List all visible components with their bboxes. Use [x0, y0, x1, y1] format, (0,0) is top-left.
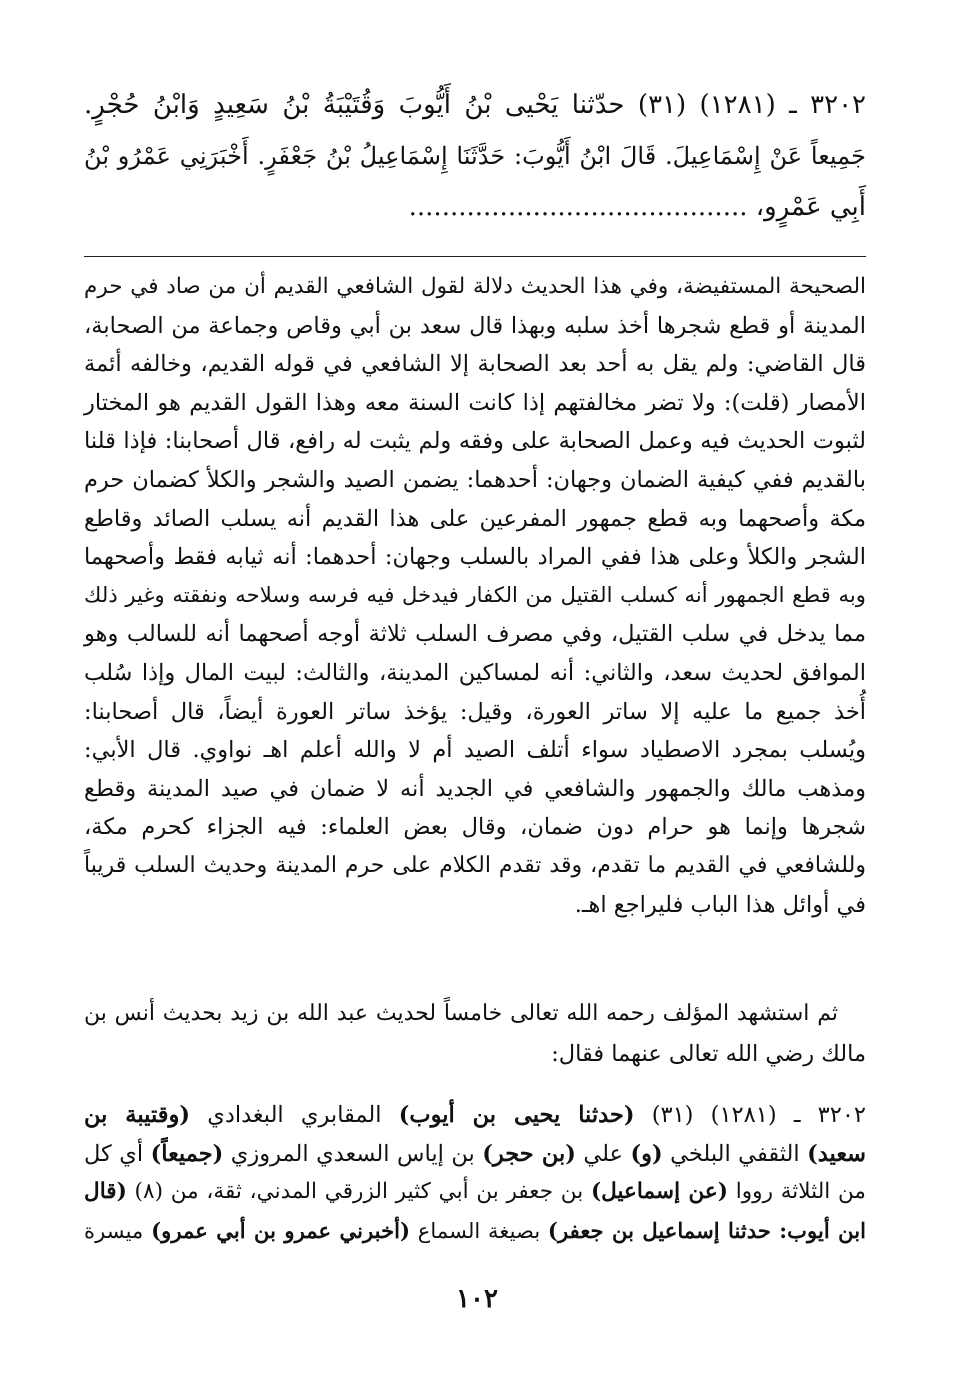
commentary-line: الشجر والكلأ وعلى هذا ففي المراد بالسلب وجهان: أحدهما: أنه ثيابه فقط وأصحهما [84, 544, 866, 571]
isnad-line [84, 1096, 866, 1135]
commentary-line: الصحيحة المستفيضة، وفي هذا الحديث دلالة لقول الشافعي القديم أن من صاد في حرم [84, 274, 866, 299]
hadith-line: جَمِيعاً عَنْ إِسْمَاعِيلَ. قَالَ ابْنُ أَيُّوبَ: حَدَّثَنَا إِسْمَاعِيلُ بْنُ جَعْفَرٍ. أَخْبَرَنِي عَمْرُو بْنُ [84, 142, 866, 170]
intro-line: مالك رضي الله تعالى عنهما فقال: [551, 1041, 866, 1067]
page-number: ١٠٢ [456, 1284, 498, 1314]
isnad-text: بن إياس السعدي المروزي [223, 1140, 483, 1167]
isnad-bold: (قال [84, 1179, 127, 1205]
isnad-bold: (و) [630, 1140, 663, 1167]
commentary-line: شجرها وإنما هو حرام دون ضمان، وقال بعض العلماء: فيه الجزاء كحرم مكة، [84, 814, 866, 841]
commentary-text [84, 268, 866, 924]
isnad-bold: (حدثنا يحيى بن أيوب) [398, 1102, 635, 1128]
isnad-bold: (أخبرني عمرو بن أبي عمرو) [151, 1217, 411, 1243]
commentary-line: بالقديم ففي كيفية الضمان وجهان: أحدهما: يضمن الصيد والشجر والكلأ كضمان حرم [84, 466, 866, 493]
commentary-line: لثبوت الحديث فيه وعمل الصحابة على وفقه ولم يثبت له رافع، قال أصحابنا: فإذا قلنا [84, 428, 866, 455]
commentary-line: في أوائل هذا الباب فليراجع اهـ. [574, 891, 866, 918]
commentary-line: ويُسلب بمجرد الاصطياد سواء أتلف الصيد أم لا والله أعلم اهـ نواوي. قال الأبي: [84, 737, 866, 764]
isnad-text: ميسرة [84, 1217, 152, 1243]
hadith-line: ٣٢٠٢ ـ (١٢٨١) (٣١) حدّثنا يَحْيى بْنُ أَيُّوبَ وَقُتَيْبَةُ بْنُ سَعِيدٍ وَابْنُ حُجْرٍ. [84, 90, 866, 120]
isnad-bold: (بن حجر) [482, 1140, 576, 1167]
isnad-bold: (عن إسماعيل) [590, 1179, 728, 1205]
separator-line [84, 256, 866, 257]
isnad-bold: (جميعاً) [150, 1140, 224, 1167]
isnad-text: ٣٢٠٢ ـ (١٢٨١) (٣١) [634, 1102, 866, 1128]
hadith-text [84, 80, 866, 233]
isnad-line [84, 1212, 866, 1251]
commentary-line: وللشافعي في القديم ما تقدم، وقد تقدم الكلام على حرم المدينة وحديث السلب قريباً [84, 852, 866, 878]
isnad-line [84, 1135, 866, 1174]
isnad-text: الثقفي البلخي [662, 1140, 808, 1167]
isnad-bold: ابن أيوب: حدثنا إسماعيل بن جعفر) [547, 1217, 866, 1243]
intro-paragraph [84, 994, 866, 1074]
isnad-line [84, 1173, 866, 1212]
isnad-text: علي [575, 1140, 631, 1167]
commentary-line: قال القاضي: ولم يقل به أحد بعد الصحابة إلا الشافعي في قوله القديم، وخالفه أئمة [84, 351, 866, 378]
hadith-line: أَبِي عَمْرٍو، ......................................... [408, 192, 866, 222]
commentary-line: الأمصار (قلت): ولا تضر مخالفتهم إذا كانت السنة معه وهذا القول القديم هو المختار [84, 389, 866, 416]
commentary-line: مكة وأصحهما وبه قطع جمهور المفرعين على هذا القديم أنه يسلب الصائد وقاطع [84, 505, 866, 532]
isnad-text: المقابري البغدادي [190, 1102, 399, 1128]
isnad-paragraph [84, 1096, 866, 1250]
commentary-line: أُخذ جميع ما عليه إلا ساتر العورة، وقيل: يؤخذ ساتر العورة أيضاً، قال أصحابنا: [84, 698, 866, 725]
commentary-line: المدينة أو قطع شجرها أخذ سلبه وبهذا قال سعد بن أبي وقاص وجماعة من الصحابة، [84, 312, 866, 339]
commentary-line: مما يدخل في سلب القتيل، وفي مصرف السلب ثلاثة أوجه أصحهما أنه للسالب وهو [84, 621, 866, 648]
commentary-line: وبه قطع الجمهور أنه كسلب القتيل من الكفار فيدخل فيه فرسه وسلاحه ونفقته وغير ذلك [84, 582, 866, 608]
isnad-text: أي كل [84, 1140, 151, 1167]
intro-line: ثم استشهد المؤلف رحمه الله تعالى خامساً لحديث عبد الله بن زيد بحديث أنس بن [84, 1001, 838, 1026]
isnad-text: بن جعفر بن أبي كثير الزرقي المدني، ثقة، من (٨) [126, 1179, 591, 1205]
commentary-line: ومذهب مالك والجمهور والشافعي في الجديد أنه لا ضمان في صيد المدينة وقطع [84, 775, 866, 802]
isnad-text: من الثلاثة رووا [728, 1179, 866, 1205]
commentary-line: الموافق لحديث سعد، والثاني: أنه لمساكين المدينة، والثالث: لبيت المال وإذا سُلب [84, 659, 866, 686]
isnad-text: بصيغة السماع [410, 1217, 548, 1243]
isnad-bold: (وقتيبة بن [84, 1102, 190, 1128]
isnad-bold: سعيد) [807, 1140, 867, 1167]
